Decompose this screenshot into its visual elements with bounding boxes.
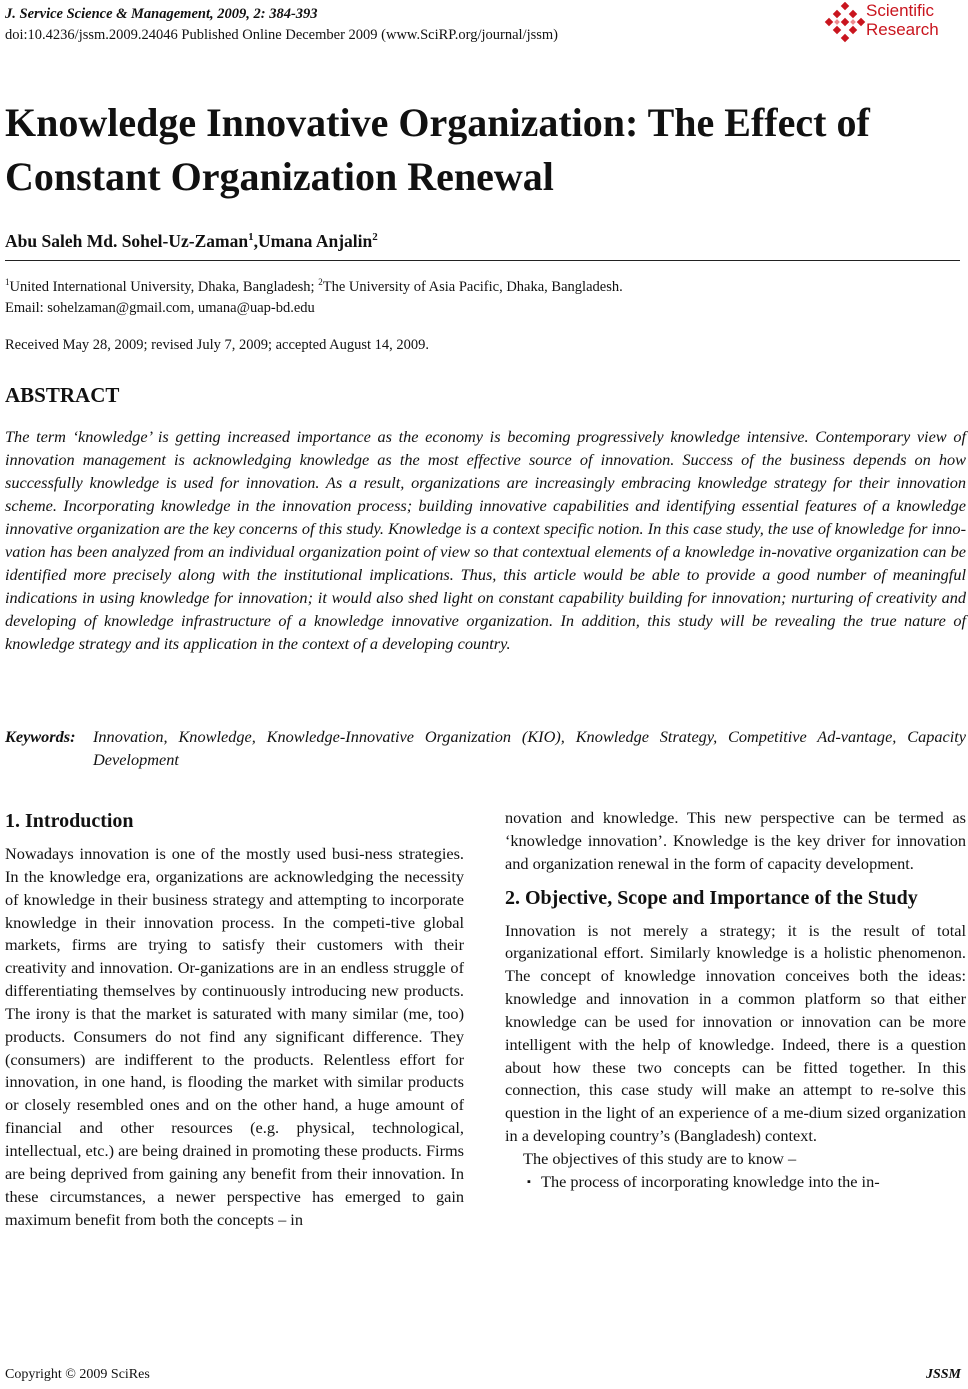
abstract-text: The term ‘knowledge’ is getting increased importance as the economy is becoming progressively knowledge intensive. Contemporary view of innovation management is acknowledging knowledge as the most effective source of innovation. Success of the business depends on how successfully knowledge is used for innovation. As a result, organizations are increasingly embracing knowledge strategy for their innovation scheme. Incorporating knowledge in the innovation process; building innovative capabilities and identifying essential features of a knowledge innovative organization are the key concerns of this study. Knowledge is a context specific notion. In this case study, the use of knowledge for inno-vation has been analyzed from an individual organization point of view so that contextual elements of a knowledge in-novative organization can be identified more precisely along with the institutional implications. Thus, this article would be able to provide a good number of meaningful indications in using knowledge for innovation; it would also shed light on constant capability building for innovation; nurturing of creativity and developing of knowledge infrastructure of a knowledge innovative organization. In addition, this study will be revealing the true nature of knowledge strategy and its application in the context of a developing country. <box>5 427 966 653</box>
affiliation-line <box>5 272 623 298</box>
affiliation-mark: 2 <box>318 277 323 287</box>
running-header <box>5 4 558 46</box>
author-affiliation-mark: 1 <box>248 231 254 244</box>
received-dates: Received May 28, 2009; revised July 7, 2009; accepted August 14, 2009. <box>5 337 430 353</box>
bullet-icon: ▪ <box>527 1175 531 1188</box>
email-line: Email: sohelzaman@gmail.com, umana@uap-bd.edu <box>5 299 315 316</box>
abstract-heading: ABSTRACT <box>5 383 120 407</box>
list-item <box>505 1171 966 1194</box>
header-divider <box>5 260 960 261</box>
volume-info: , 2009, 2: 384-393 <box>209 6 318 22</box>
list-item-text: The process of incorporating knowledge into the in- <box>541 1171 880 1191</box>
logo-word-research: Research <box>866 20 939 39</box>
keywords-text: Innovation, Knowledge, Knowledge-Innovative Organization (KIO), Knowledge Strategy, Competitive Ad-vantage, Capacity Development <box>93 727 966 769</box>
journal-abbreviation: JSSM <box>925 1367 961 1382</box>
logo-text <box>866 1 939 39</box>
paragraph: Innovation is not merely a strategy; it is the result of total organizational effort. Similarly knowledge is a holistic phenomenon. The concept of knowledge innovation conceives both the ideas: knowledge and innovation in a common platform so that either knowledge can be used for innovation or innovation can be more intelligent with the help of knowledge. Indeed, there is a question about how these two concepts can be fitted together. In this connection, this case study will make an attempt to re-solve this question in the light of an experience of a me-dium sized organization in a developing country’s (Bangladesh) context. <box>505 920 966 1146</box>
paper-title: Knowledge Innovative Organization: The Effect of Constant Organization Renewal <box>5 100 870 199</box>
paragraph: novation and knowledge. This new perspective can be termed as ‘knowledge innovation’. Knowledge is the key driver for innovation and organization renewal in the form of capacity development. <box>505 808 966 873</box>
journal-citation <box>5 4 558 25</box>
keywords-label: Keywords <box>5 727 71 746</box>
copyright-footer: Copyright © 2009 SciRes <box>5 1367 150 1382</box>
paragraph: The objectives of this study are to know – <box>523 1148 797 1168</box>
publisher-logo <box>822 0 962 44</box>
journal-name: J. Service Science & Management <box>5 6 210 22</box>
author-name: Umana Anjalin <box>257 231 373 251</box>
right-column <box>505 807 966 1194</box>
affiliation-1: United International University, Dhaka, Bangladesh; <box>9 278 319 295</box>
scirp-logo-icon <box>824 2 866 44</box>
paragraph: Nowadays innovation is one of the mostly used busi-ness strategies. In the knowledge era, organizations are acknowledging the necessity of knowledge in their business strategy and attempting to incorporate knowledge in their innovation process. In the competi-tive global markets, firms are trying to satisfy their customers with their creativity and innovation. Or-ganizations are in an endless struggle of differentiating themselves by continuously introducing new products. The irony is that the market is saturated with many similar (me, too) products. Consumers do not find any significant difference. They (consumers) are indifferent to the products. Relentless effort for innovation, in one hand, is flooding the market with similar products or closely resembled ones and on the other hand, a huge amount of financial and other resources (e.g. physical, technological, intellectual, etc.) are being drained in promoting these products. Firms are being deprived from gaining any benefit from their innovation. In these circumstances, a newer perspective has emerged to gain maximum benefit from both the concepts – in <box>5 844 464 1229</box>
keywords-colon: : <box>70 727 76 746</box>
author-name: Abu Saleh Md. Sohel-Uz-Zaman <box>5 231 249 251</box>
left-column <box>5 807 464 1231</box>
logo-word-scientific: Scientific <box>866 1 935 20</box>
section-heading: 2. Objective, Scope and Importance of the Study <box>505 886 918 909</box>
author-separator: , <box>253 231 258 251</box>
doi-line: doi:10.4236/jssm.2009.24046 Published Online December 2009 (www.SciRP.org/journal/jssm) <box>5 27 558 43</box>
author-affiliation-mark: 2 <box>372 231 378 244</box>
author-list <box>5 231 378 252</box>
keywords-block <box>5 725 966 771</box>
affiliations <box>5 272 623 319</box>
keywords-label-wrap <box>5 725 93 748</box>
section-heading: 1. Introduction <box>5 810 134 832</box>
affiliation-mark: 1 <box>5 277 10 287</box>
affiliation-2: The University of Asia Pacific, Dhaka, Bangladesh. <box>322 278 623 295</box>
